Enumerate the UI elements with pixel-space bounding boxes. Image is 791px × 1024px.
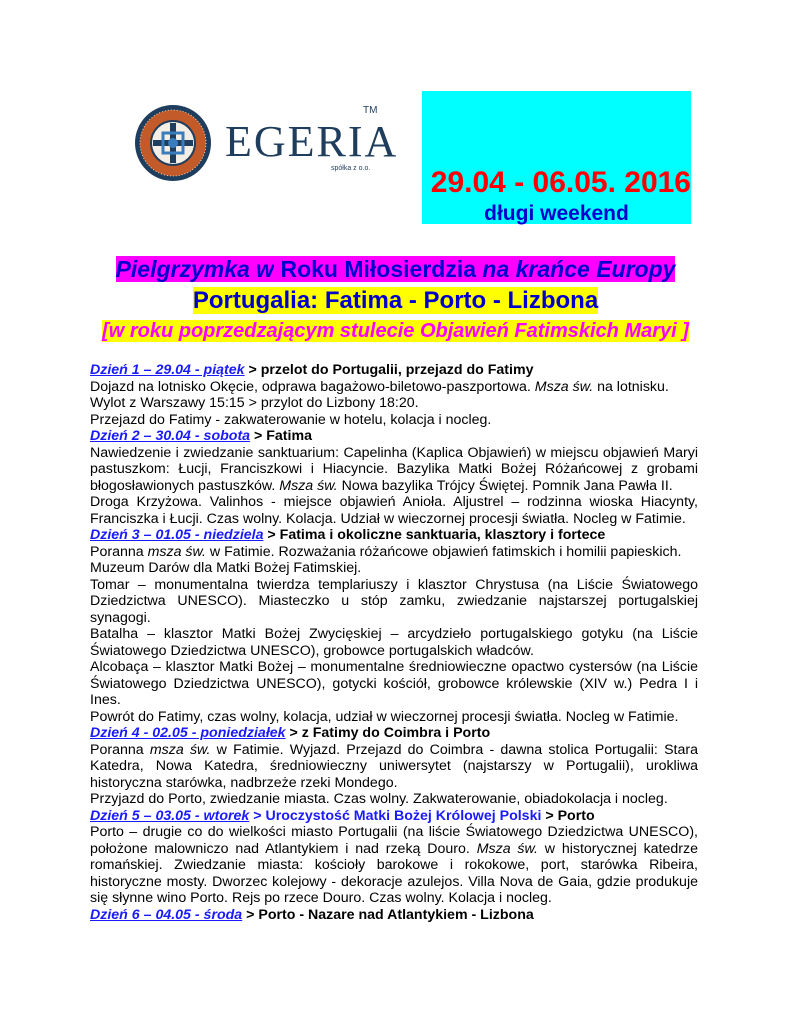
day-6-link[interactable]: Dzień 6 – 04.05 - środa bbox=[90, 906, 243, 923]
paragraph-line: Franciszka i Łucji. Czas wolny. Kolacja. Udział w wieczornej procesji światła. Nocleg w Fatimie. bbox=[90, 510, 686, 527]
day-2-heading: Dzień 2 – 30.04 - sobota > Fatima bbox=[90, 428, 312, 444]
paragraph-line: Dziedzictwa UNESCO). Miasteczko u stóp zamku, zwiedzanie najstarszej portugalskiej bbox=[90, 593, 698, 609]
trip-dates: 29.04 - 06.05. 2016 bbox=[430, 166, 691, 199]
paragraph-line: Ines. bbox=[90, 692, 121, 708]
paragraph-line: Alcobaça – klasztor Matki Bożej – monumentalne średniowieczne opactwo cystersów (na Liście bbox=[90, 659, 698, 675]
paragraph-line: Nawiedzenie i zwiedzanie sanktuarium: Capelinha (Kaplica Objawień) w miejscu objawień Maryi bbox=[90, 444, 698, 461]
itinerary bbox=[90, 362, 698, 923]
paragraph-line: Przyjazd do Porto, zwiedzanie miasta. Czas wolny. Zakwaterowanie, obiadokolacja i nocleg. bbox=[90, 791, 668, 807]
paragraph-line: Porto – drugie co do wielkości miasto Portugalii (na liście Światowego Dziedzictwa UNESCO), bbox=[90, 824, 698, 840]
day-4-link[interactable]: Dzień 4 - 02.05 - poniedziałek bbox=[90, 725, 286, 741]
paragraph-line: Powrót do Fatimy, czas wolny, kolacja, udział w wieczornej procesji światła. Nocleg w Fatimie. bbox=[90, 708, 679, 725]
paragraph-line: Światowego Dziedzictwa UNESCO), grobowce portugalskich władców. bbox=[90, 642, 534, 659]
day-3-link[interactable]: Dzień 3 – 01.05 - niedziela bbox=[90, 527, 264, 543]
paragraph-line: Dojazd na lotnisko Okęcie, odprawa bagażowo-biletowo-paszportowa. Msza św. na lotnisku. bbox=[90, 378, 669, 395]
route-title: Portugalia: Fatima - Porto - Lizbona bbox=[192, 287, 599, 314]
paragraph-line: Droga Krzyżowa. Valinhos - miejsce objawień Anioła. Aljustrel – rodzinna wioska Hiacynty, bbox=[90, 494, 698, 510]
day-6-heading: Dzień 6 – 04.05 - środa > Porto - Nazare nad Atlantykiem - Lizbona bbox=[90, 906, 534, 923]
day-2-link[interactable]: Dzień 2 – 30.04 - sobota bbox=[90, 428, 251, 444]
paragraph-line: synagogi. bbox=[90, 609, 151, 626]
trademark-symbol: TM bbox=[363, 105, 378, 116]
paragraph-line: błogosławionych pastuszków. Msza św. Nowa bazylika Trójcy Świętej. Pomnik Jana Pawła II. bbox=[90, 477, 673, 494]
paragraph-line: Batalha – klasztor Matki Bożej Zwycięskiej – arcydzieło portugalskiego gotyku (na Liście bbox=[90, 626, 698, 642]
celtic-knot-logo-icon bbox=[133, 103, 213, 183]
paragraph-line: położone malowniczo nad Atlantykiem i nad rzeką Douro. Msza św. w historycznej katedrze bbox=[90, 840, 698, 857]
paragraph-line: Poranna msza św. w Fatimie. Wyjazd. Przejazd do Coimbra - dawna stolica Portugalii: Stara bbox=[90, 741, 698, 758]
paragraph-line: Tomar – monumentalna twierdza templariuszy i klasztor Chrystusa (na Liście Światowego bbox=[90, 576, 698, 593]
paragraph-line: historyczne mosty. Dworzec kolejowy - dekoracje azulejos. Villa Nova de Gaia, gdzie produkuje bbox=[90, 873, 698, 890]
weekend-label: długi weekend bbox=[484, 202, 629, 225]
paragraph-line: się słynne wino Porto. Rejs po rzece Douro. Czas wolny. Kolacja i nocleg. bbox=[90, 890, 552, 906]
day-1-link[interactable]: Dzień 1 – 29.04 - piątek bbox=[90, 362, 245, 378]
paragraph-line: Wylot z Warszawy 15:15 > przylot do Lizbony 18:20. bbox=[90, 395, 419, 411]
paragraph-line: Przejazd do Fatimy - zakwaterowanie w hotelu, kolacja i nocleg. bbox=[90, 411, 492, 428]
day-3-heading: Dzień 3 – 01.05 - niedziela > Fatima i okoliczne sanktuaria, klasztory i fortece bbox=[90, 527, 606, 543]
logo-wordmark: EGERIA bbox=[225, 117, 399, 166]
paragraph-line: Poranna msza św. w Fatimie. Rozważania różańcowe objawień fatimskich i homilii papieskich. bbox=[90, 543, 682, 560]
anniversary-subtitle: [w roku poprzedzającym stulecie Objawień Fatimskich Maryi ] bbox=[102, 320, 689, 342]
day-5-heading: Dzień 5 – 03.05 - wtorek > Uroczystość Matki Bożej Królowej Polski > Porto bbox=[90, 807, 595, 824]
pilgrimage-title: Pielgrzymka w Roku Miłosierdzia na krańce Europy bbox=[115, 256, 676, 282]
paragraph-line: romańskiej. Zwiedzanie miasta: kościoły barokowe i rokokowe, port, starówka Ribeira, bbox=[90, 857, 698, 873]
day-5-link[interactable]: Dzień 5 – 03.05 - wtorek bbox=[90, 807, 250, 824]
paragraph-line: historyczna starówka, nadbrzeże rzeki Mondego. bbox=[90, 774, 398, 791]
day-1-heading: Dzień 1 – 29.04 - piątek > przelot do Portugalii, przejazd do Fatimy bbox=[90, 362, 534, 378]
paragraph-line: Muzeum Darów dla Matki Bożej Fatimskiej. bbox=[90, 560, 362, 576]
day-4-heading: Dzień 4 - 02.05 - poniedziałek > z Fatimy do Coimbra i Porto bbox=[90, 725, 491, 741]
logo-subtitle: spółka z o.o. bbox=[331, 165, 371, 172]
paragraph-line: Światowego Dziedzictwa UNESCO), gotycki kościół, grobowce królewskie (XIV w.) Pedra I i bbox=[90, 675, 698, 692]
paragraph-line: pastuszkom: Łucji, Franciszkowi i Hiacyncie. Bazylika Matki Bożej Różańcowej z grobami bbox=[90, 461, 698, 477]
paragraph-line: Katedra, Nowa Katedra, średniowieczny uniwersytet (najstarszy w Portugalii), urokliwa bbox=[90, 758, 698, 774]
egeria-logo bbox=[133, 103, 399, 183]
